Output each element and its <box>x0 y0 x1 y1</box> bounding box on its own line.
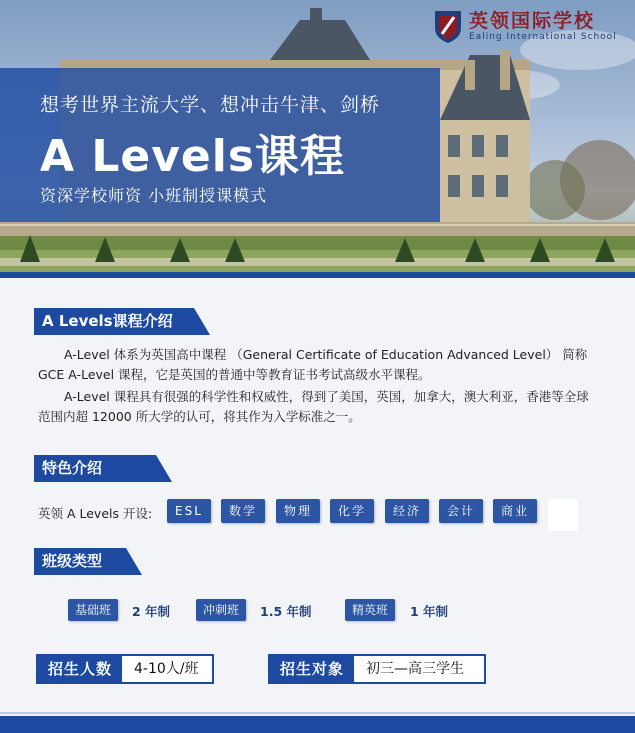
section-heading-features-label: 特色介绍 <box>42 459 103 477</box>
class-type-basic: 基础班 <box>68 599 118 621</box>
subject-chip-chemistry: 化学 <box>330 499 374 523</box>
subject-chip-economics: 经济 <box>385 499 429 523</box>
section-heading-intro-label: A Levels课程介绍 <box>42 312 173 330</box>
logo-name-cn: 英领国际学校 <box>469 10 596 32</box>
class-type-elite: 精英班 <box>345 599 395 621</box>
subject-chip-business: 商业 <box>493 499 537 523</box>
blank-box <box>548 499 578 531</box>
enrollment-target-value: 初三—高三学生 <box>366 661 465 677</box>
school-logo[interactable] <box>433 8 617 44</box>
shield-icon <box>433 8 463 44</box>
subject-chip-math: 数学 <box>221 499 265 523</box>
intro-paragraph-2: A-Level 课程具有很强的科学性和权威性，得到了美国，英国，加拿大，澳大利亚，香港等全球范围内超 12000 所大学的认可，将其作为入学标准之一。 <box>38 389 589 424</box>
footer-bar <box>0 716 635 733</box>
section-heading-classes <box>34 548 144 575</box>
hero-title: A Levels课程 <box>40 131 346 182</box>
enrollment-target-box <box>268 654 486 684</box>
hero-banner <box>0 0 635 272</box>
footer-divider <box>0 712 635 714</box>
hero-tagline: 资深学校师资 小班制授课模式 <box>40 186 268 205</box>
hero-subtitle: 想考世界主流大学、想冲击牛津、剑桥 <box>40 94 381 116</box>
intro-paragraph-1: A-Level 体系为英国高中课程 （General Certificate of Education Advanced Level） 简称 GCE A-Level 课程，它是英国的普通中等教育证书考试高级水平课程。 <box>38 347 588 382</box>
subject-chip-physics: 物理 <box>276 499 320 523</box>
logo-name-en: Ealing International School <box>469 32 617 42</box>
section-heading-features <box>34 455 174 482</box>
class-type-sprint-duration: 1.5 年制 <box>260 604 312 619</box>
enrollment-size-box <box>36 654 214 684</box>
class-type-elite-duration: 1 年制 <box>410 604 449 619</box>
features-label: 英领 A Levels 开设: <box>38 506 153 521</box>
section-heading-intro <box>34 308 214 335</box>
section-heading-classes-label: 班级类型 <box>42 552 103 570</box>
enrollment-size-label: 招生人数 <box>38 656 122 682</box>
class-type-basic-duration: 2 年制 <box>132 604 171 619</box>
hero-bottom-bar <box>0 272 635 278</box>
class-type-sprint: 冲刺班 <box>196 599 246 621</box>
enrollment-size-value: 4-10人/班 <box>134 661 199 677</box>
subject-chip-accounting: 会计 <box>439 499 483 523</box>
subject-chip-esl: ESL <box>167 499 211 523</box>
enrollment-target-label: 招生对象 <box>270 656 354 682</box>
